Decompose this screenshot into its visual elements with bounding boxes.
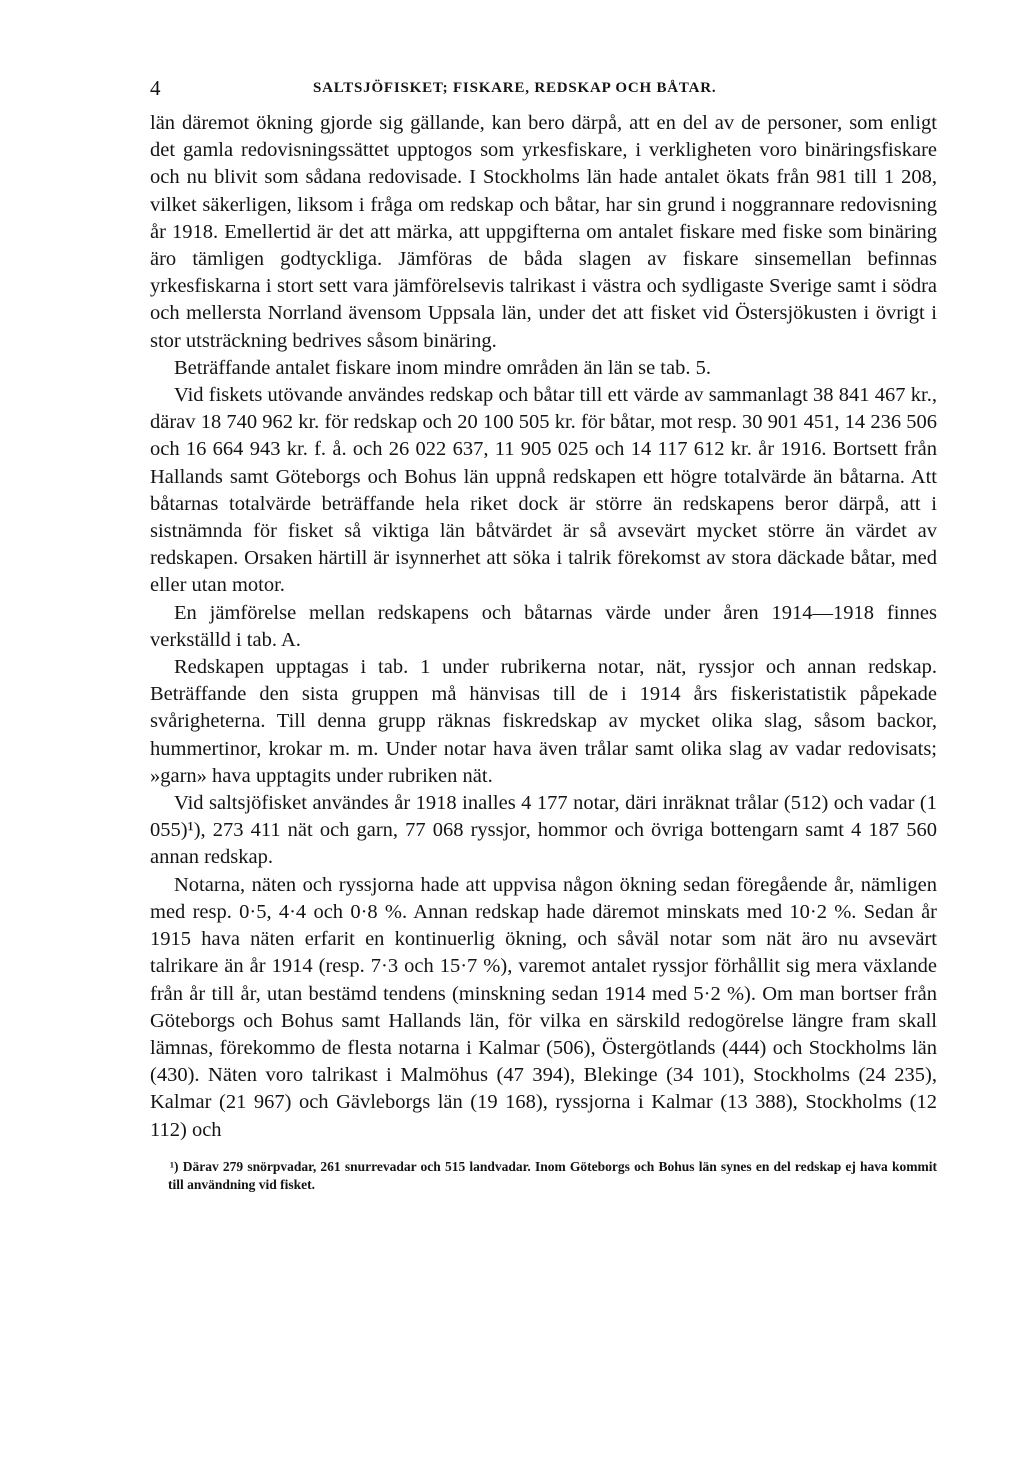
body-text [150,110,937,1144]
paragraph-4: En jämförelse mellan redskapens och båtarnas värde under åren 1914—1918 finnes verkställd i tab. A. [150,601,937,651]
paragraph-1: län däremot ökning gjorde sig gällande, kan bero därpå, att en del av de personer, som enligt det gamla redovisningssättet upptogos som yrkesfiskare, i verkligheten voro binäringsfiskare och nu blivit som sådana redovisade. I Stockholms län hade antalet ökats från 981 till 1 208, vilket säkerligen, liksom i fråga om redskap och båtar, har sin grund i noggrannare redovisning år 1918. Emellertid är det att märka, att uppgifterna om antalet fiskare med fiske som binäring äro tämligen godtyckliga. Jämföras de båda slagen av fiskare sinsemellan befinnas yrkesfiskarna i stort sett vara jämförelsevis talrikast i västra och sydligaste Sverige samt i södra och mellersta Norrland ävensom Uppsala län, under det att fisket vid Östersjökusten i övrigt i stor utsträckning bedrives såsom binäring. [150,112,937,352]
running-head [150,76,937,110]
paragraph-6: Vid saltsjöfisket användes år 1918 inalles 4 177 notar, däri inräknat trålar (512) och vadar (1 055)¹), 273 411 nät och garn, 77 068 ryssjor, hommor och övriga bottengarn samt 4 187 560 annan redskap. [150,792,937,869]
paragraph-2: Beträffande antalet fiskare inom mindre områden än län se tab. 5. [174,356,711,379]
footnote-1: ¹) Därav 279 snörpvadar, 261 snurrevadar och 515 landvadar. Inom Göteborgs och Bohus län synes en del redskap ej hava kommit till användning vid fisket. [168,1158,937,1192]
paragraph-7: Notarna, näten och ryssjorna hade att uppvisa någon ökning sedan föregående år, nämligen med resp. 0·5, 4·4 och 0·8 %. Annan redskap hade däremot minskats med 10·2 %. Sedan år 1915 hava näten erfarit en kontinuerlig ökning, och såväl notar som nät äro nu avsevärt talrikare än år 1914 (resp. 7·3 och 15·7 %), varemot antalet ryssjor förhållit sig mera växlande från år till år, utan bestämd tendens (minskning sedan 1914 med 5·2 %). Om man bortser från Göteborgs och Bohus samt Hallands län, för vilka en särskild redogörelse längre fram skall lämnas, förekommo de flesta notarna i Kalmar (506), Östergötlands (444) och Stockholms län (430). Näten voro talrikast i Malmöhus (47 394), Blekinge (34 101), Stockholms (24 235), Kalmar (21 967) och Gävleborgs län (19 168), ryssjorna i Kalmar (13 388), Stockholms (12 112) och [150,873,937,1141]
footnotes [150,1158,937,1194]
running-title: SALTSJÖFISKET; FISKARE, REDSKAP OCH BÅTAR. [313,80,717,96]
document-page [150,76,937,1194]
page-number: 4 [150,76,161,100]
paragraph-5: Redskapen upptagas i tab. 1 under rubrikerna notar, nät, ryssjor och annan redskap. Beträffande den sista gruppen må hänvisas till de i 1914 års fiskeristatistik påpekade svårigheterna. Till denna grupp räknas fiskredskap av mycket olika slag, såsom backor, hummertinor, krokar m. m. Under notar hava även trålar samt olika slag av vadar redovisats; »garn» hava upptagits under rubriken nät. [150,656,937,787]
paragraph-3: Vid fiskets utövande användes redskap och båtar till ett värde av sammanlagt 38 841 467 kr., därav 18 740 962 kr. för redskap och 20 100 505 kr. för båtar, mot resp. 30 901 451, 14 236 506 och 16 664 943 kr. f. å. och 26 022 637, 11 905 025 och 14 117 612 kr. år 1916. Bortsett från Hallands samt Göteborgs och Bohus län uppnå redskapen ett högre totalvärde än båtarna. Att båtarnas totalvärde beträffande hela riket dock är större än redskapens beror därpå, att i sistnämnda för fisket så viktiga län båtvärdet är så avsevärt mycket större än värdet av redskapen. Orsaken härtill är isynnerhet att söka i talrik förekomst av stora däckade båtar, med eller utan motor. [150,384,937,597]
